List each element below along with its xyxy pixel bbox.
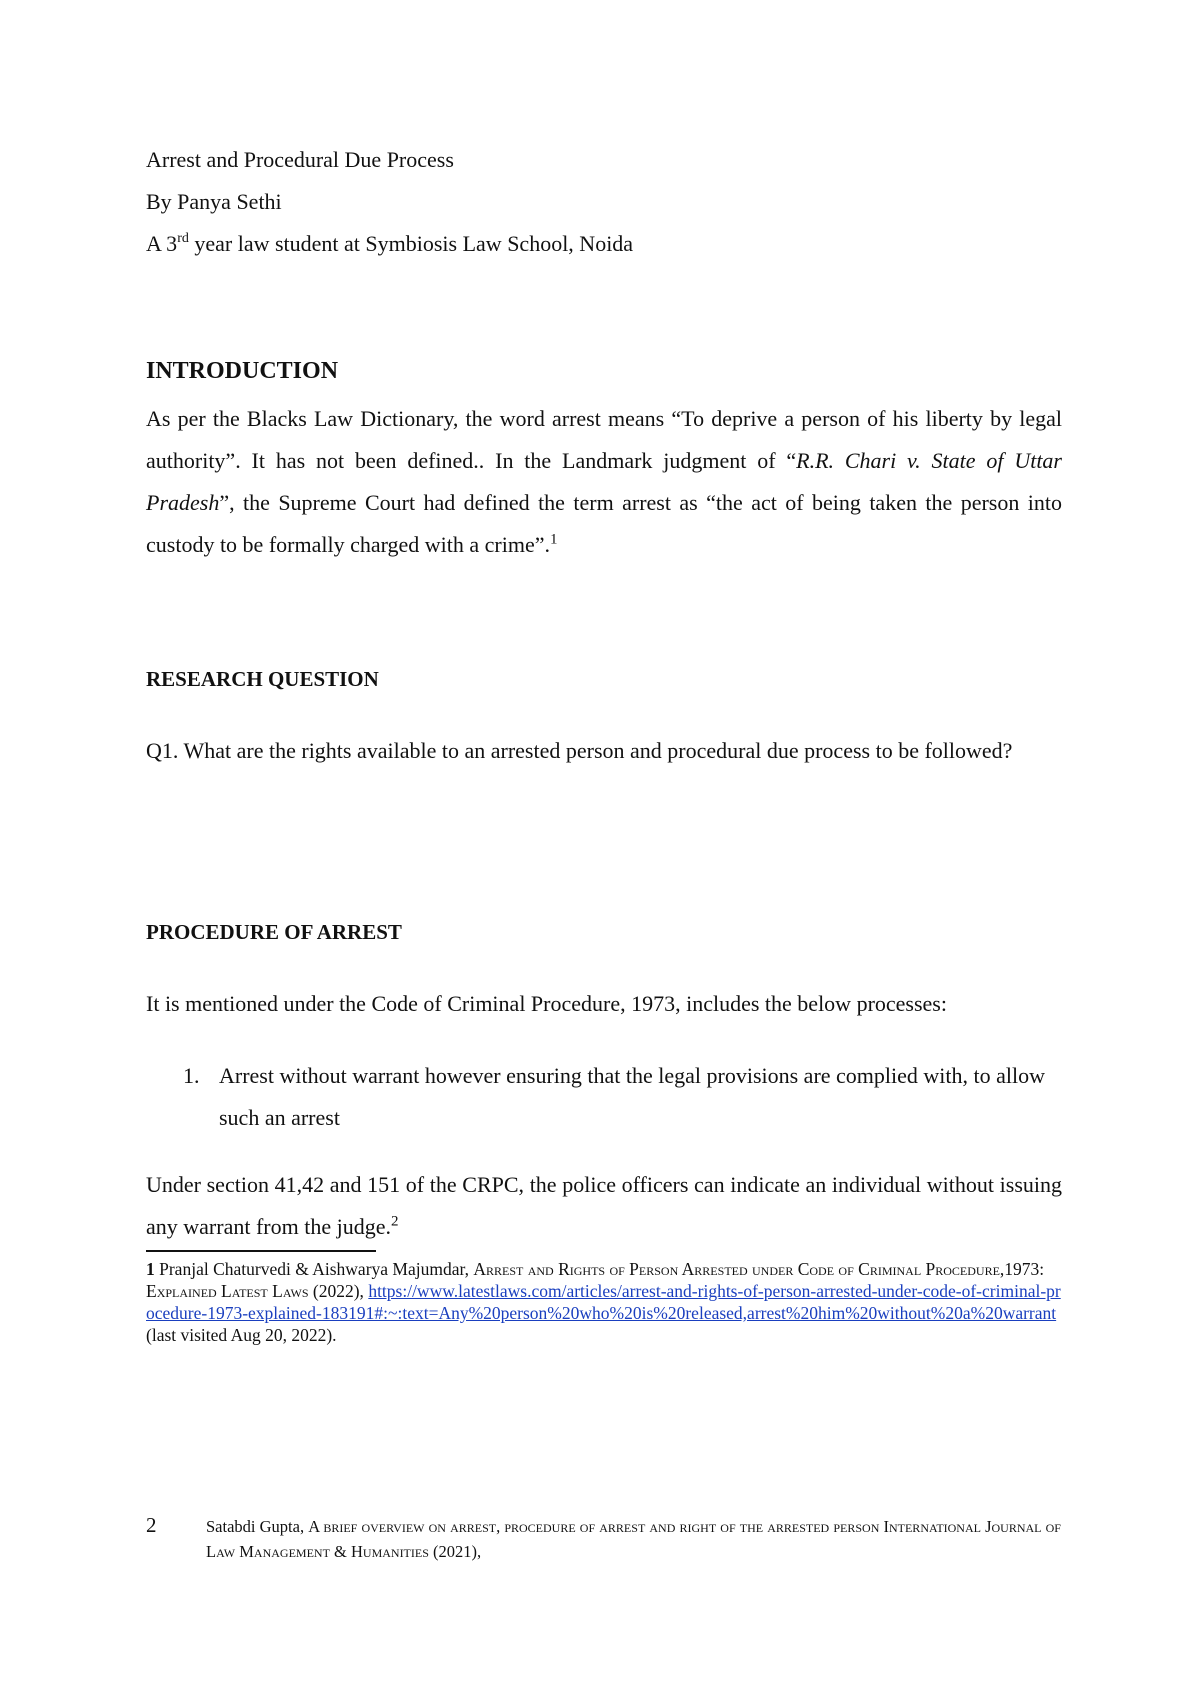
ordinal-superscript: rd — [177, 230, 189, 246]
author-line: By Panya Sethi — [146, 189, 282, 214]
affiliation-suffix: year law student at Symbiosis Law School, Noida — [188, 231, 634, 256]
footnote-1-title: Arrest and Rights of Person Arrested under Code of Criminal Procedure,1973: Explained Latest Laws — [146, 1259, 1045, 1301]
footnote-1-number: 1 — [146, 1259, 155, 1279]
affiliation-prefix: A 3 — [146, 231, 178, 256]
footnote-2-author: Satabdi Gupta, — [206, 1517, 309, 1536]
footnote-separator — [146, 1250, 376, 1252]
procedure-intro: It is mentioned under the Code of Criminal Procedure, 1973, includes the below processes: — [146, 991, 947, 1016]
research-question-text: Q1. What are the rights available to an arrested person and procedural due process to be followed? — [146, 738, 1013, 763]
research-question-heading: RESEARCH QUESTION — [146, 667, 379, 691]
case-name: R.R. Chari v. State of Uttar Pradesh — [146, 448, 1062, 515]
footnote-1 — [146, 1258, 1062, 1346]
footnote-2 — [206, 1514, 1066, 1564]
introduction-text-2: ”, the Supreme Court had defined the term arrest as “the act of being taken the person into custody to be formally charged with a crime”. — [146, 490, 1062, 557]
footnote-2-number: 2 — [146, 1513, 157, 1537]
footnote-1-year: (2022), — [308, 1281, 369, 1301]
footnote-1-link[interactable]: https://www.latestlaws.com/articles/arrest-and-rights-of-person-arrested-under-code-of-criminal-procedure-1973-explained-183191#:~:text=Any%20person%20who%20is%20released,arrest%20him%20without%20a%20warrant — [146, 1281, 1061, 1323]
procedure-heading: PROCEDURE OF ARREST — [146, 920, 402, 944]
procedure-paragraph — [146, 1164, 1062, 1248]
list-item-text: Arrest without warrant however ensuring that the legal provisions are complied with, to allow such an arrest — [219, 1063, 1046, 1130]
introduction-heading: INTRODUCTION — [146, 358, 339, 384]
affiliation-line — [146, 230, 633, 258]
list-item-number: 1. — [183, 1063, 200, 1088]
footnote-2-title: A brief overview on arrest, procedure of arrest and right of the arrested person International Journal of Law Management & Humanities — [206, 1517, 1061, 1561]
footnote-1-authors: Pranjal Chaturvedi & Aishwarya Majumdar, — [154, 1259, 474, 1279]
footnote-reference-1[interactable]: 1 — [550, 531, 558, 548]
document-title: Arrest and Procedural Due Process — [146, 147, 454, 172]
footnote-2-year: (2021), — [428, 1542, 482, 1561]
footnote-reference-2[interactable]: 2 — [390, 1213, 399, 1230]
footnote-1-visited: (last visited Aug 20, 2022). — [146, 1325, 337, 1345]
procedure-paragraph-text: Under section 41,42 and 151 of the CRPC, the police officers can indicate an individual without issuing any warrant from the judge. — [146, 1172, 1062, 1239]
introduction-text-1: As per the Blacks Law Dictionary, the word arrest means “To deprive a person of his liberty by legal authority”. It has not been defined.. In the Landmark judgment of “ — [146, 406, 1062, 473]
introduction-paragraph — [146, 398, 1062, 566]
